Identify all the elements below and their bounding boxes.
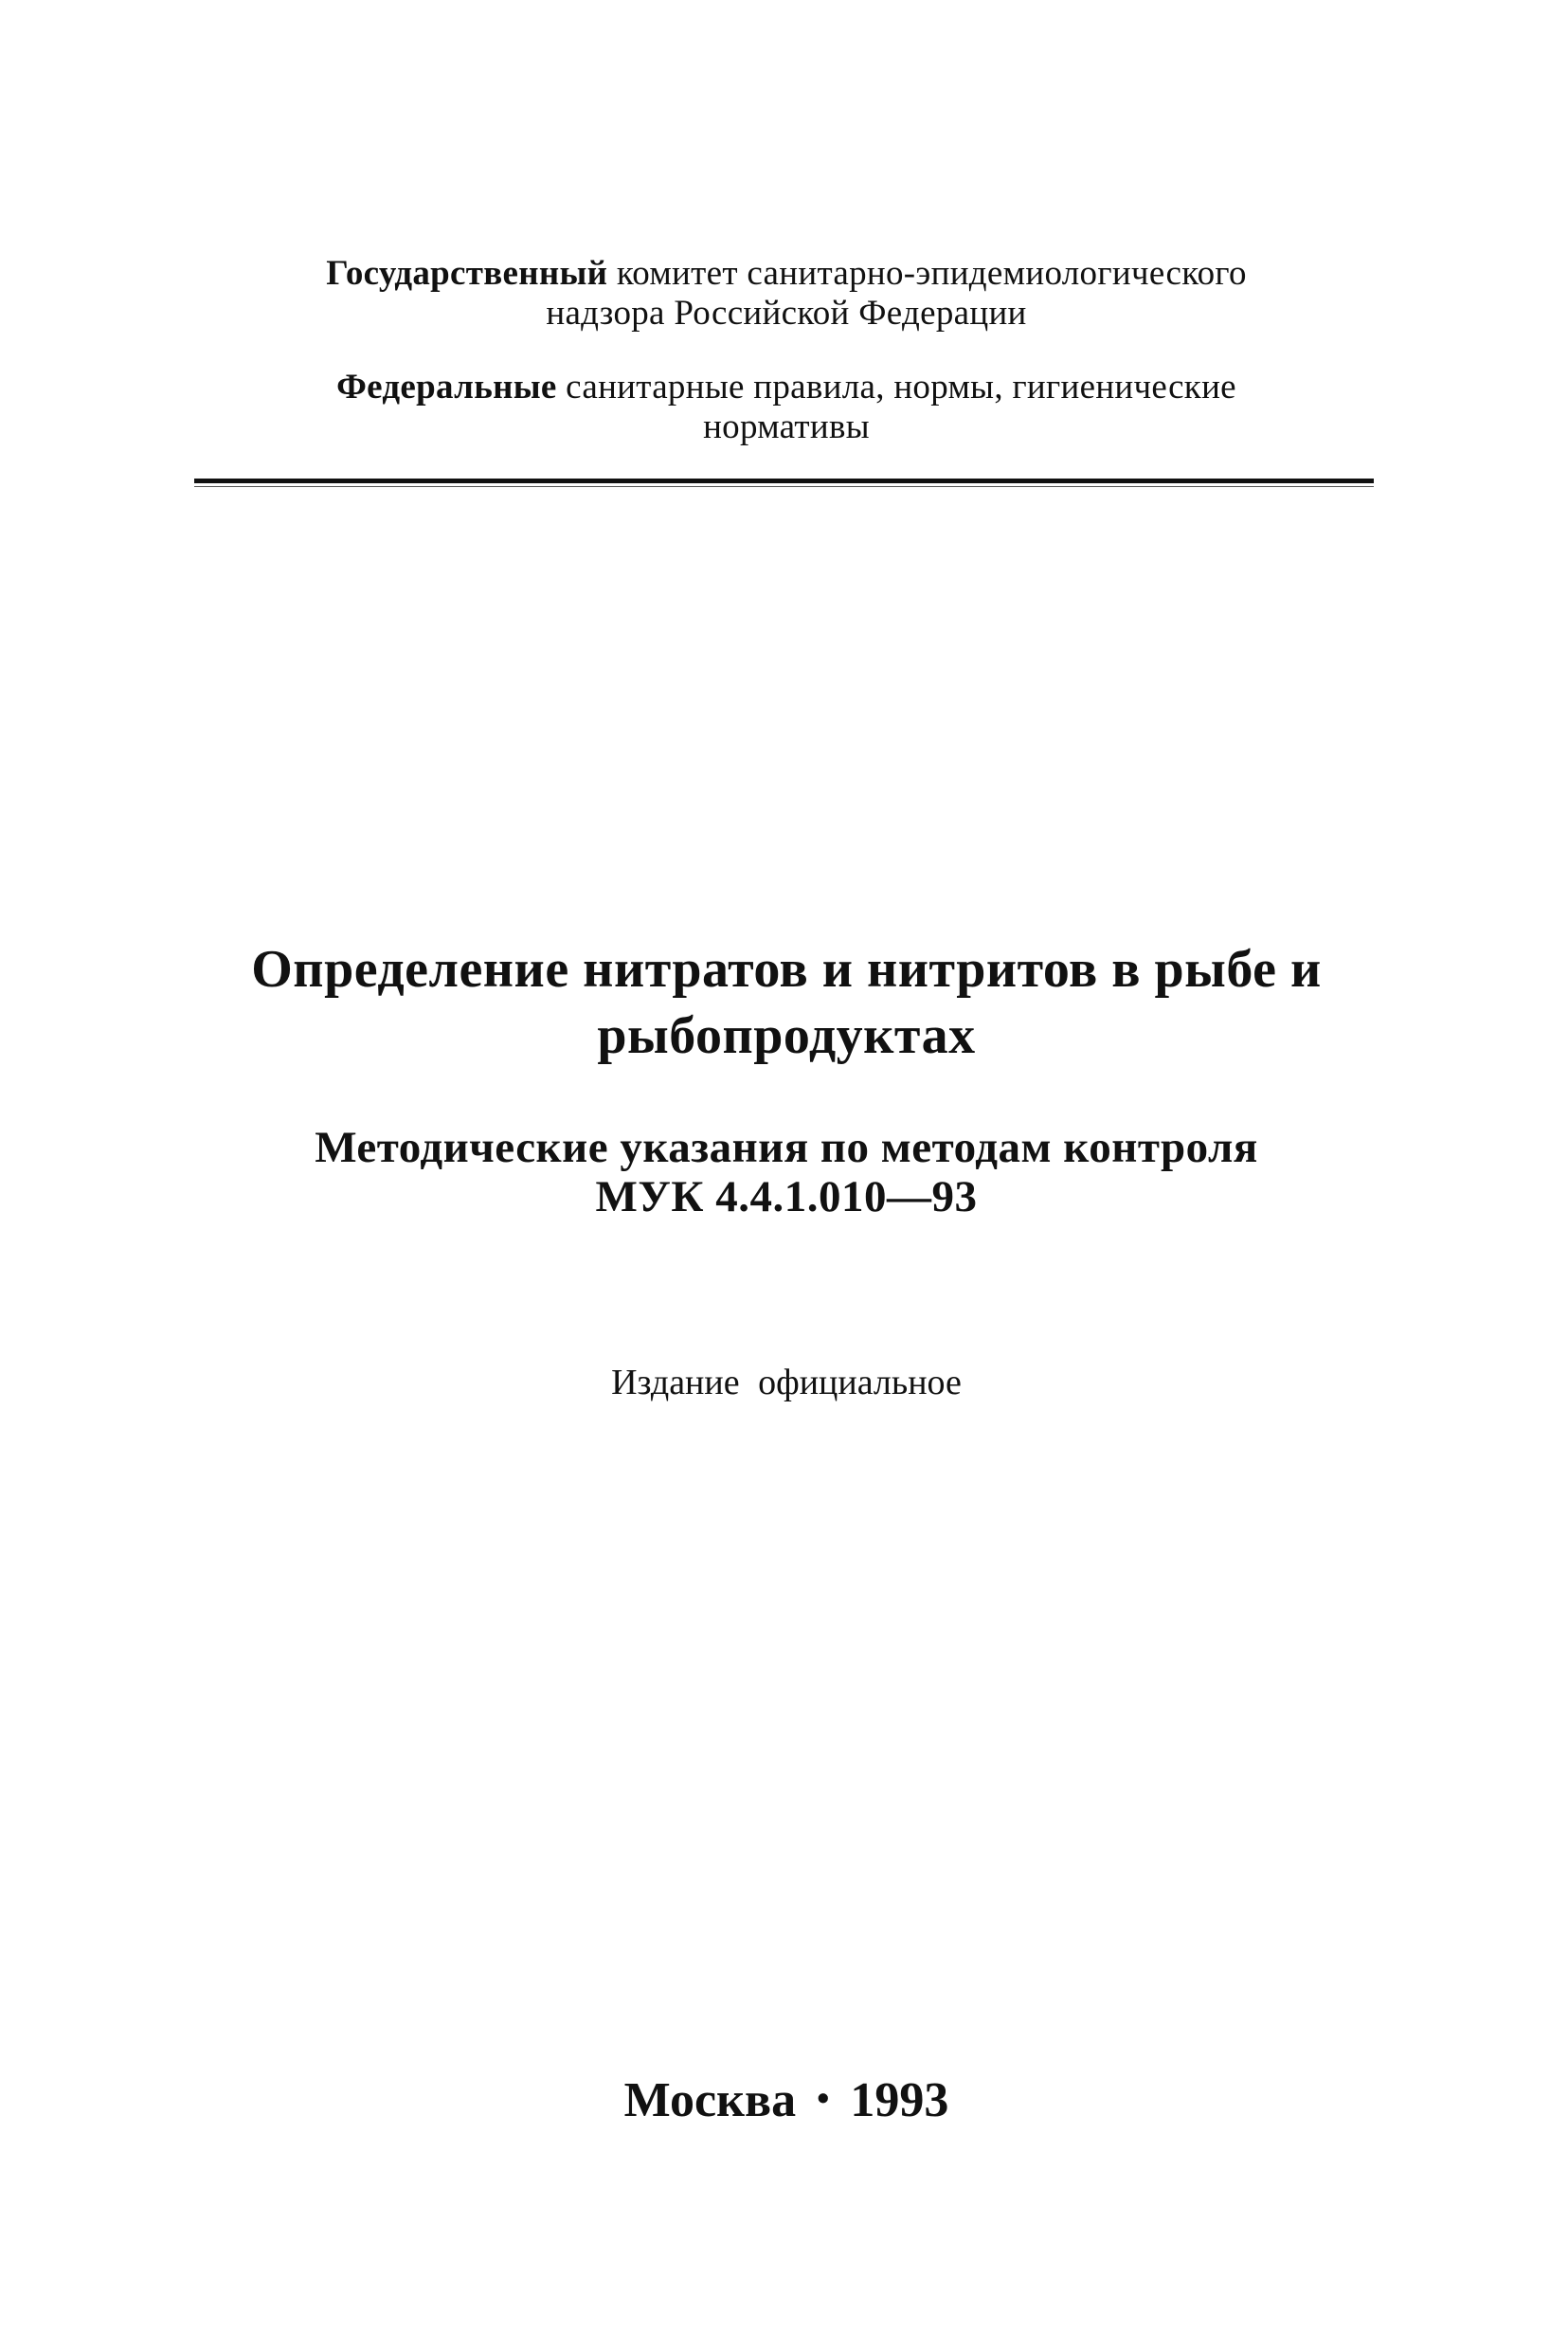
document-title	[189, 936, 1383, 1069]
header-divider-thin	[194, 486, 1374, 487]
series-block	[189, 368, 1383, 447]
series-line-1	[189, 368, 1383, 407]
issuer-block	[189, 254, 1383, 334]
document-subtitle	[189, 1123, 1383, 1221]
imprint-separator: •	[817, 2079, 830, 2119]
document-title-line-1: Определение нитратов и нитритов в рыбе и	[251, 940, 1322, 999]
issuer-line-1-bold: Государственный	[326, 254, 608, 293]
series-line-2: нормативы	[703, 407, 870, 446]
document-subtitle-line-1: Методические указания по методам контроля	[315, 1123, 1258, 1172]
issuer-line-1	[189, 254, 1383, 294]
imprint-year: 1993	[850, 2073, 949, 2127]
document-code: МУК 4.4.1.010—93	[595, 1172, 978, 1221]
edition-label: Издание официальное	[611, 1363, 962, 1402]
header-divider	[194, 479, 1374, 483]
imprint	[189, 2070, 1383, 2129]
series-line-1-bold: Федеральные	[336, 368, 557, 407]
document-title-line-2: рыбопродуктах	[597, 1006, 976, 1065]
imprint-city: Москва	[623, 2073, 797, 2127]
issuer-line-2: надзора Российской Федерации	[546, 294, 1027, 333]
issuer-line-1-rest: комитет санитарно-эпидемиологического	[616, 254, 1247, 293]
series-line-1-rest: санитарные правила, нормы, гигиенические	[566, 368, 1236, 407]
